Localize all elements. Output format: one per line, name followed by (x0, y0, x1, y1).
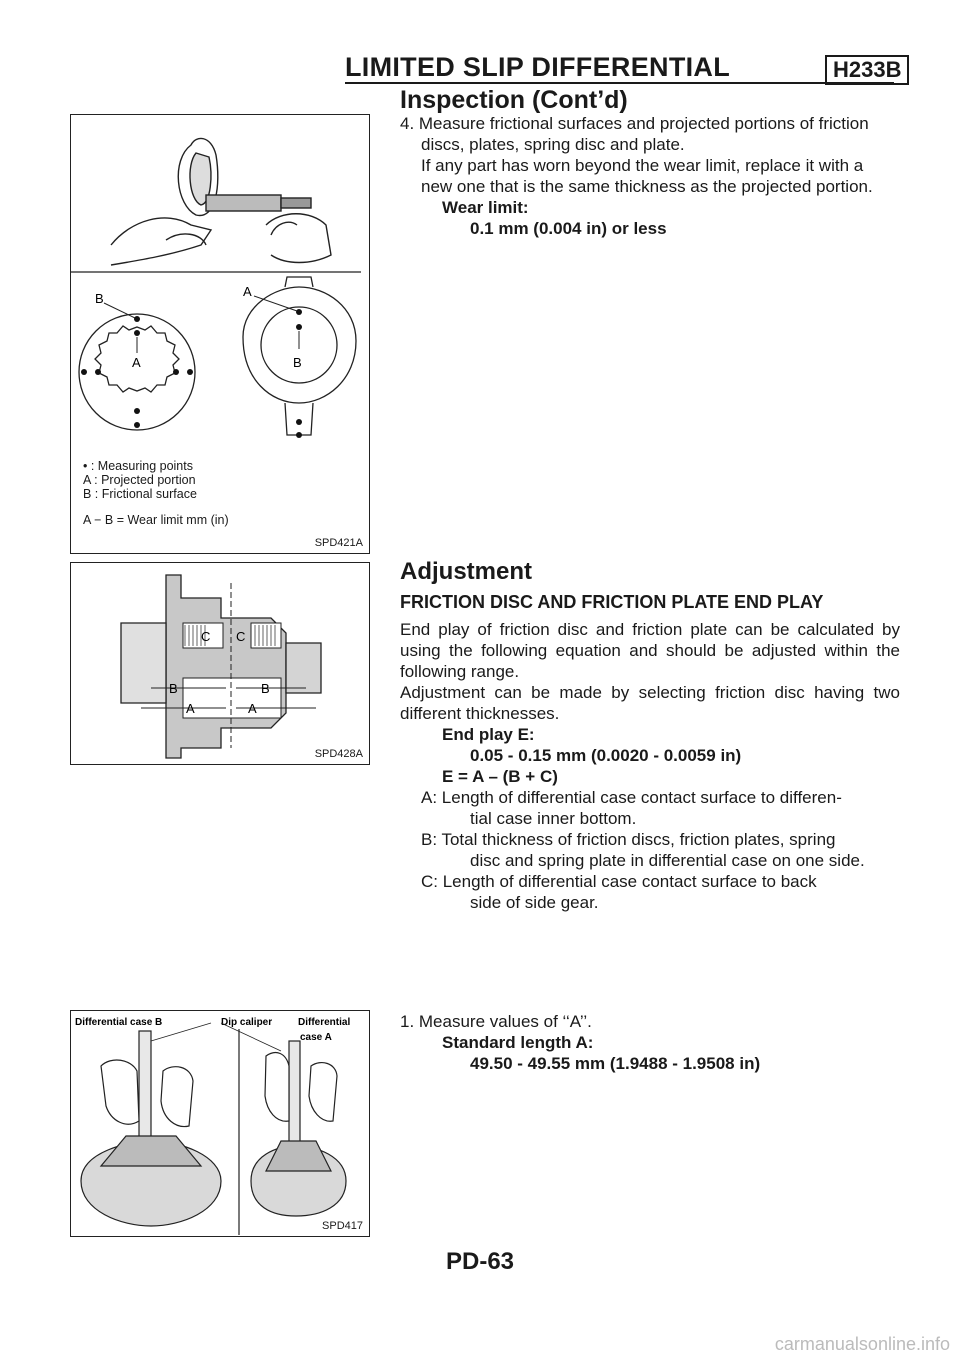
adjustment-para1: End play of friction disc and friction plate can be calculated by using the following equation and should be adjusted within the following range. (400, 620, 900, 681)
step1-line: 1. Measure values of ‘‘A’’. (400, 1012, 592, 1031)
figure1-code: SPD421A (314, 537, 363, 549)
legend-projected-portion: A : Projected portion (83, 473, 196, 487)
definition-b-cont: disc and spring plate in differential case on one side. (470, 851, 865, 870)
definition-c-cont: side of side gear. (470, 893, 599, 912)
step1-block (400, 1011, 900, 1074)
watermark: carmanualsonline.info (774, 1334, 950, 1354)
step4-line3: If any part has worn beyond the wear limit, replace it with a (421, 156, 864, 175)
label-c-right: C (236, 629, 246, 644)
wear-limit-label: Wear limit: (442, 198, 529, 217)
dip-caliper-illustration (71, 1011, 368, 1235)
legend-frictional-surface: B : Frictional surface (83, 487, 197, 501)
wear-limit-value: 0.1 mm (0.004 in) or less (470, 219, 667, 238)
label-differential: Differential (298, 1017, 351, 1028)
standard-length-value: 49.50 - 49.55 mm (1.9488 - 1.9508 in) (470, 1054, 761, 1073)
legend-wear-limit: A − B = Wear limit mm (in) (83, 513, 229, 527)
page-subtitle: Inspection (Cont’d) (400, 86, 628, 114)
section-title: LIMITED SLIP DIFFERENTIAL (345, 52, 730, 82)
label-a-right: A (243, 284, 252, 299)
standard-length-label: Standard length A: (442, 1033, 594, 1052)
label-b-left: B (169, 681, 178, 696)
label-case-a: case A (300, 1032, 332, 1043)
figure1-legend (83, 459, 229, 527)
figure-friction-disc-measurement (70, 114, 370, 554)
label-b-left: B (95, 291, 104, 306)
figure2-code: SPD428A (314, 748, 363, 760)
label-b-right: B (261, 681, 270, 696)
end-play-equation: E = A – (B + C) (442, 767, 558, 786)
label-dip-caliper: Dip caliper (221, 1017, 273, 1028)
label-a-left: A (186, 701, 195, 716)
definition-a-cont: tial case inner bottom. (470, 809, 637, 828)
label-b-right: B (293, 355, 302, 370)
label-a-right: A (248, 701, 257, 716)
step4-line4: new one that is the same thickness as the projected portion. (421, 177, 873, 196)
end-play-label: End play E: (442, 725, 535, 744)
definition-a: A: Length of differential case contact surface to differen- (421, 788, 842, 807)
step4-line2: discs, plates, spring disc and plate. (421, 135, 685, 154)
adjustment-block (400, 558, 900, 913)
figure-dip-caliper-measurement (70, 1010, 370, 1237)
end-play-value: 0.05 - 0.15 mm (0.0020 - 0.0059 in) (470, 746, 742, 765)
section-code-badge: H233B (825, 55, 909, 85)
figure3-code: SPD417 (322, 1220, 363, 1232)
step4-block (400, 113, 900, 239)
differential-section-illustration (71, 563, 368, 763)
step4-line1: 4. Measure frictional surfaces and projected portions of friction (400, 114, 869, 133)
label-case-b: Differential case B (75, 1017, 163, 1028)
legend-measuring-points: • : Measuring points (83, 459, 193, 473)
header-divider (345, 82, 894, 84)
figure-differential-cross-section (70, 562, 370, 765)
definition-b: B: Total thickness of friction discs, friction plates, spring (421, 830, 836, 849)
end-play-subtitle: FRICTION DISC AND FRICTION PLATE END PLAY (400, 592, 824, 612)
page-number: PD-63 (445, 1248, 515, 1275)
adjustment-title: Adjustment (400, 558, 532, 585)
label-c-left: C (201, 629, 211, 644)
label-a-left: A (132, 355, 141, 370)
definition-c: C: Length of differential case contact surface to back (421, 872, 817, 891)
adjustment-para2: Adjustment can be made by selecting friction disc having two different thicknesses. (400, 683, 900, 723)
